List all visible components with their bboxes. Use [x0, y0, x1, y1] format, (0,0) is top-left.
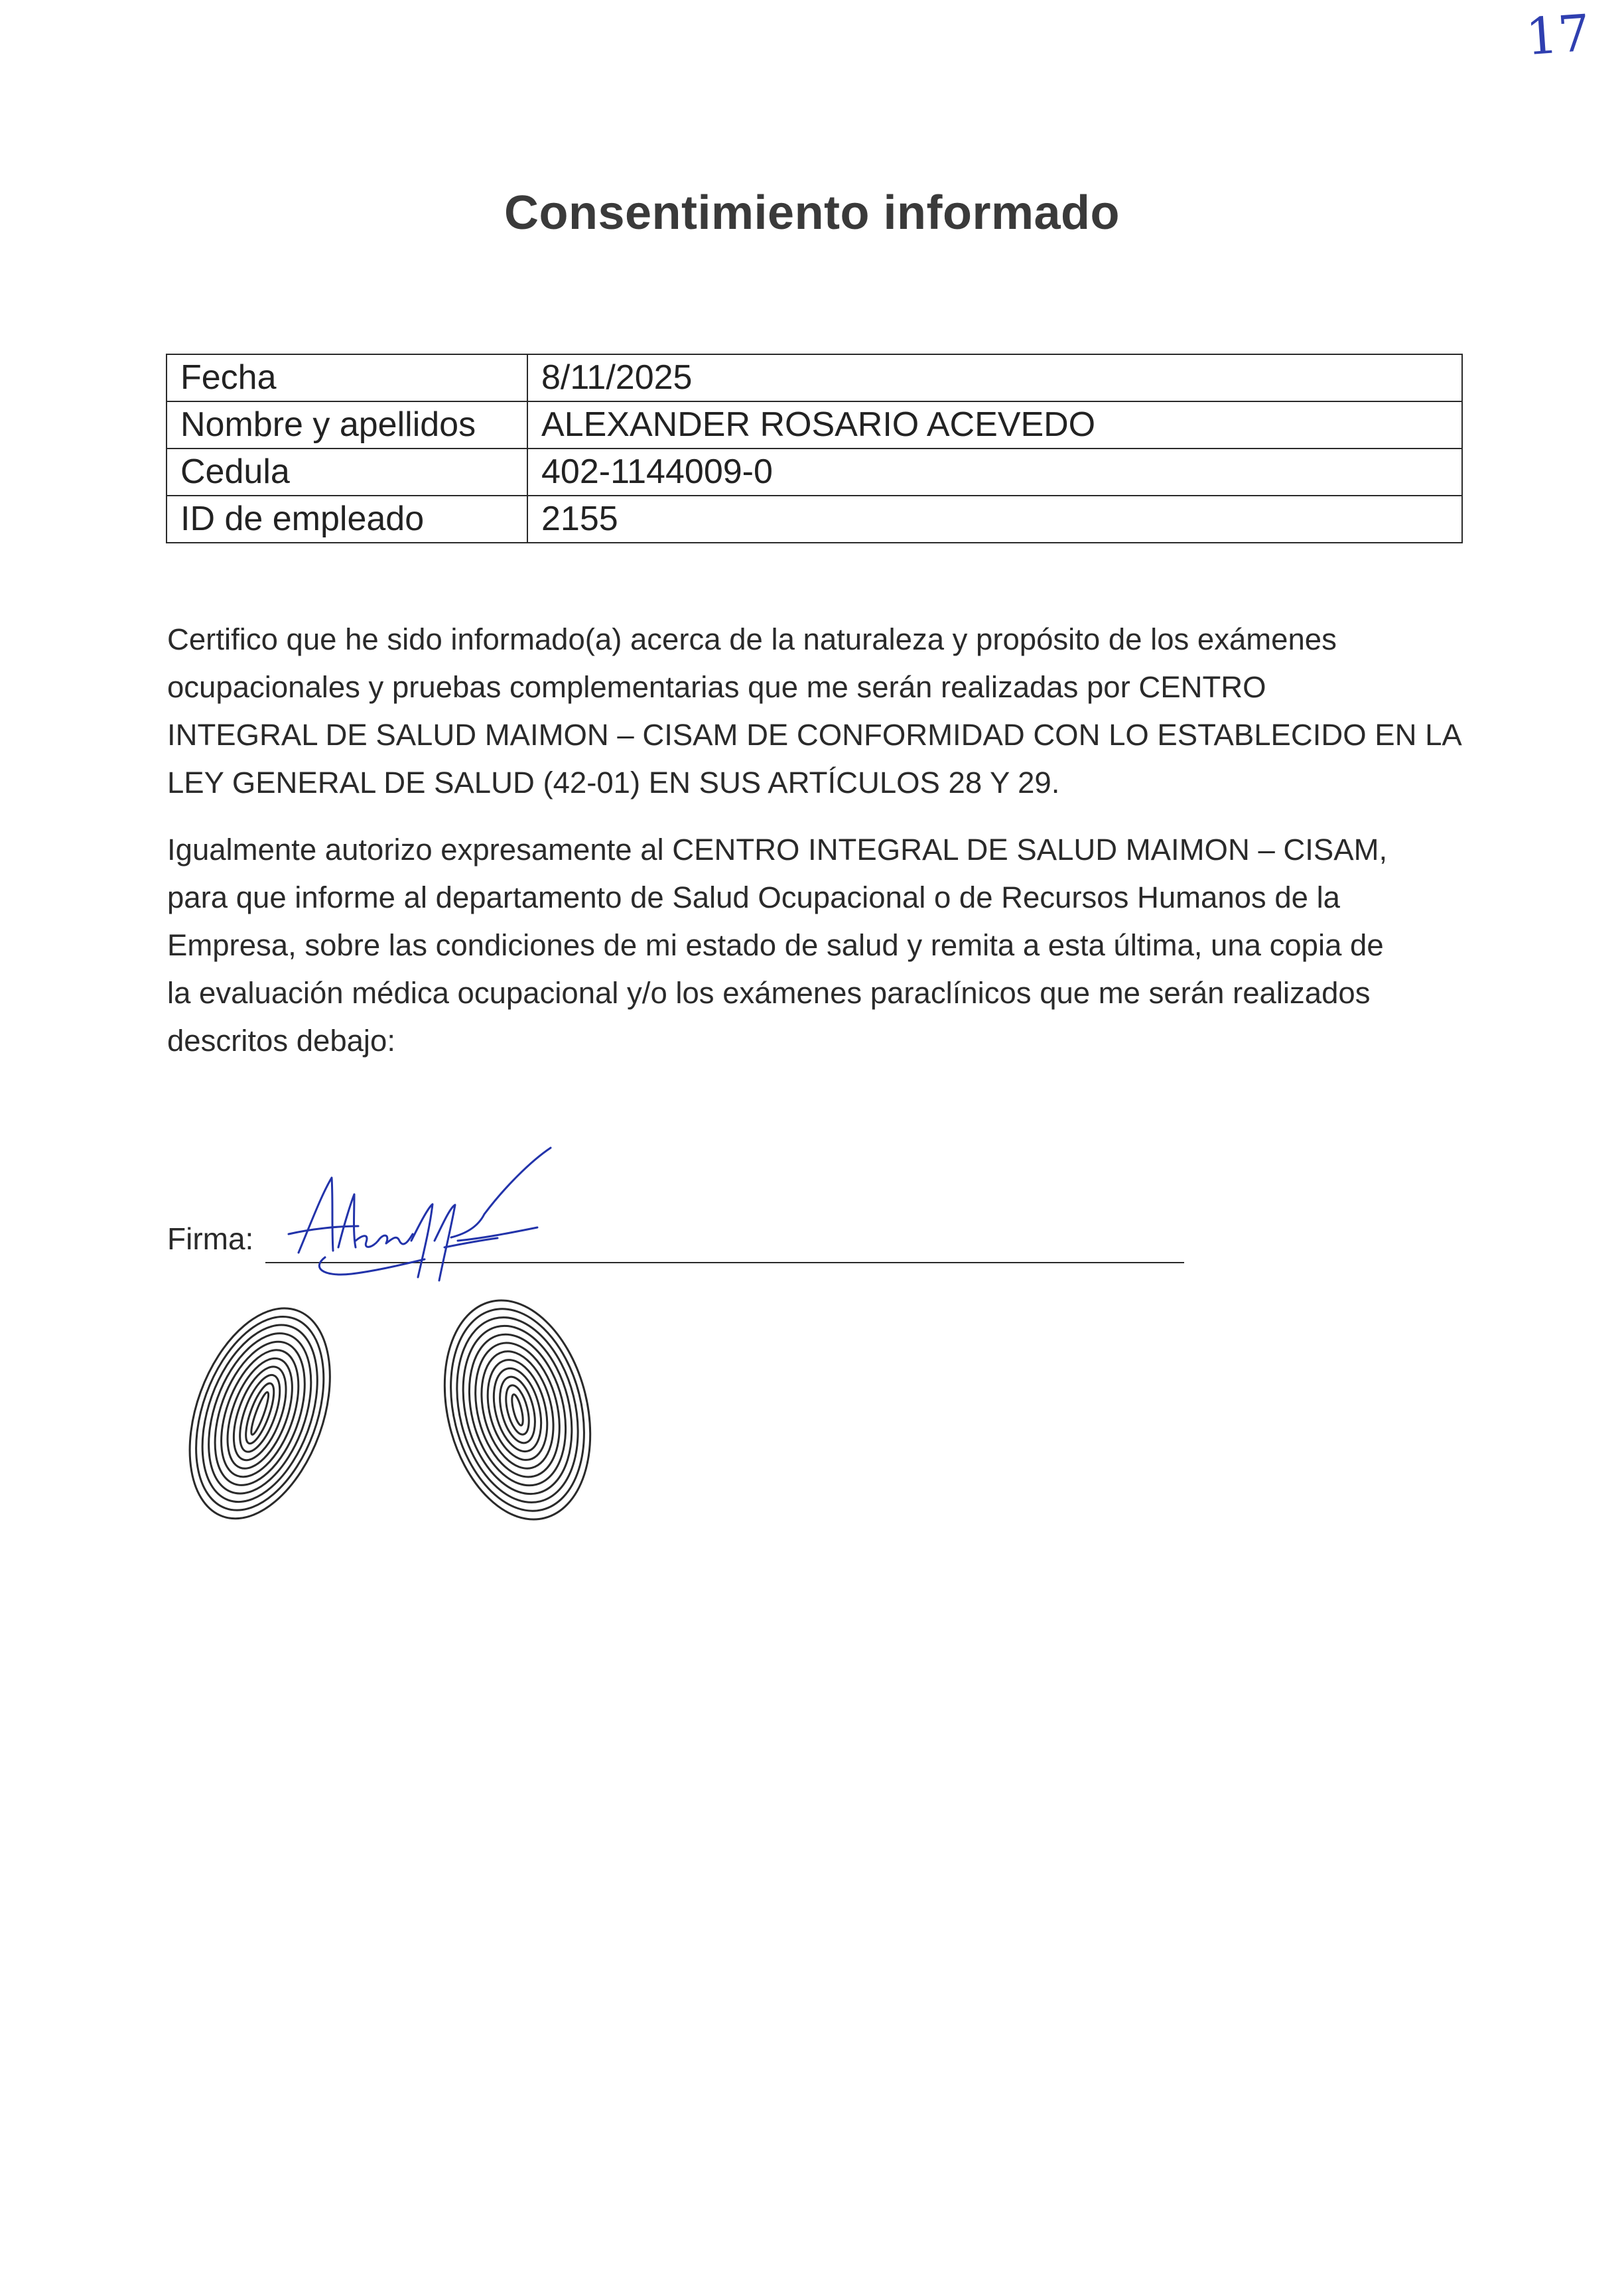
row-label: Fecha: [167, 354, 527, 401]
row-value: ALEXANDER ROSARIO ACEVEDO: [527, 401, 1462, 449]
row-label: ID de empleado: [167, 496, 527, 543]
fingerprint-left: [179, 1290, 338, 1543]
row-value: 402-1144009-0: [527, 449, 1462, 496]
paragraph-line: ocupacionales y pruebas complementarias que me serán realizadas por CENTRO: [167, 670, 1266, 704]
row-label: Nombre y apellidos: [167, 401, 527, 449]
document-title: Consentimiento informado: [504, 186, 1120, 240]
signature-label: Firma:: [167, 1221, 254, 1256]
row-value: 2155: [527, 496, 1462, 543]
row-label: Cedula: [167, 449, 527, 496]
handwritten-signature: [285, 1141, 590, 1300]
paragraph-line: la evaluación médica ocupacional y/o los exámenes paraclínicos que me serán realizados: [167, 976, 1371, 1010]
personal-info-table: [166, 354, 1463, 543]
paragraph-line: para que informe al departamento de Salud Ocupacional o de Recursos Humanos de la: [167, 880, 1340, 914]
table-row-cedula: [167, 449, 1462, 496]
paragraph-line: Empresa, sobre las condiciones de mi estado de salud y remita a esta última, una copia de: [167, 928, 1384, 962]
certification-paragraph: [167, 616, 1467, 807]
paragraph-line: INTEGRAL DE SALUD MAIMON – CISAM DE CONFORMIDAD CON LO ESTABLECIDO EN LA: [167, 718, 1462, 752]
authorization-paragraph: [167, 826, 1467, 1065]
handwritten-page-number: 17: [1524, 3, 1592, 67]
row-value: 8/11/2025: [527, 354, 1462, 401]
fingerprint-right: [431, 1284, 604, 1536]
table-row-fecha: [167, 354, 1462, 401]
paragraph-line: Certifico que he sido informado(a) acerca de la naturaleza y propósito de los exámenes: [167, 622, 1337, 656]
paragraph-line: descritos debajo:: [167, 1024, 395, 1058]
table-row-nombre: [167, 401, 1462, 449]
paragraph-line: LEY GENERAL DE SALUD (42-01) EN SUS ARTÍCULOS 28 Y 29.: [167, 766, 1060, 799]
table-row-id-empleado: [167, 496, 1462, 543]
paragraph-line: Igualmente autorizo expresamente al CENTRO INTEGRAL DE SALUD MAIMON – CISAM,: [167, 833, 1388, 867]
